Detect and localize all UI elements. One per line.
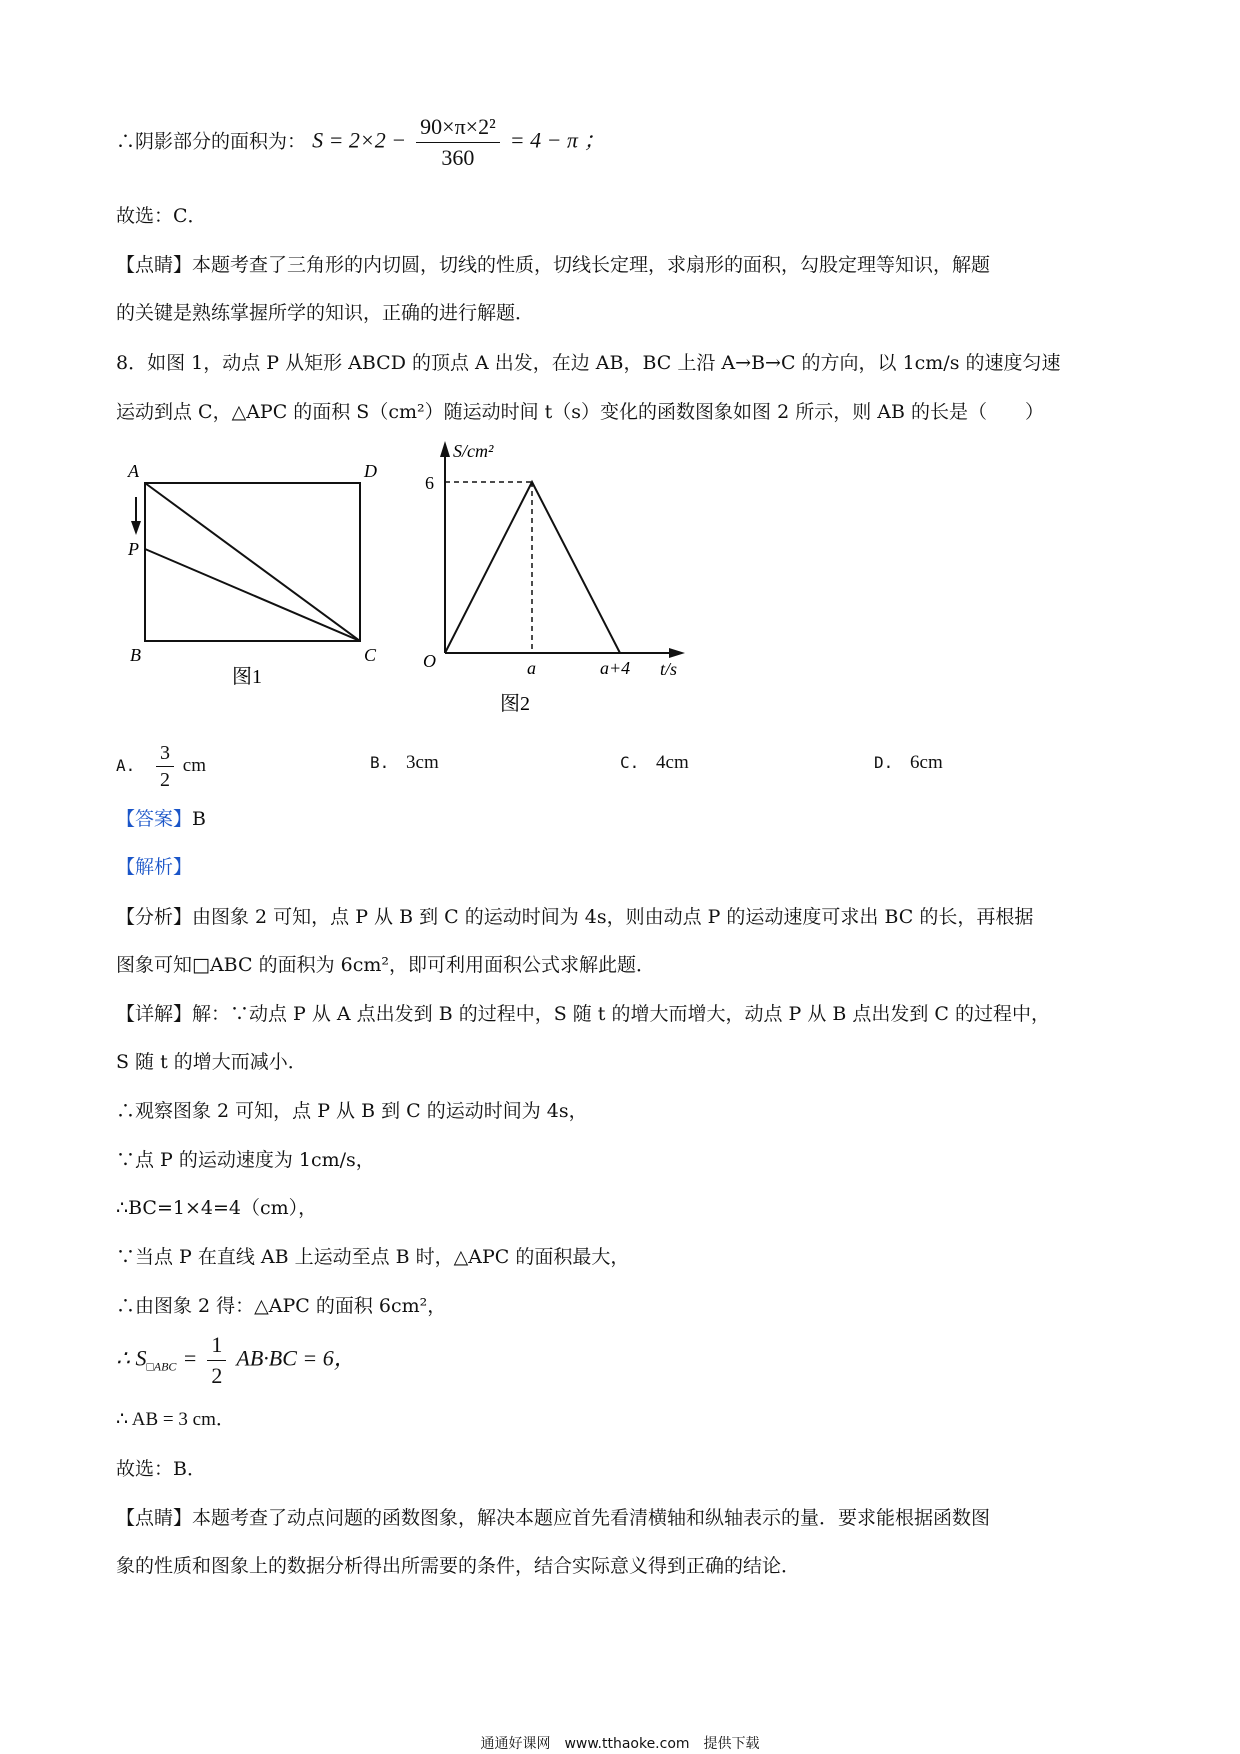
label-c: C	[364, 645, 377, 665]
answer-label: 【答案】	[116, 808, 193, 830]
x-tick-a: a	[527, 658, 536, 678]
analysis-step-1: ∴观察图象 2 可知，点 P 从 B 到 C 的运动时间为 4s，	[116, 1100, 588, 1122]
previous-comment-line-1: 【点睛】本题考查了三角形的内切圆，切线的性质，切线长定理，求扇形的面积，勾股定理等知识，解题	[116, 254, 991, 276]
page-footer: 通通好课网 www.tthaoke.com 提供下载	[480, 1736, 760, 1752]
step-6-denominator: 2	[211, 1363, 223, 1388]
label-b: B	[130, 645, 141, 665]
option-a-label: A.	[116, 755, 136, 775]
step-6-prefix: ∴ S	[116, 1345, 147, 1371]
analysis-step-3: ∴BC=1×4=4（cm），	[116, 1197, 318, 1219]
step-6-fraction	[207, 1330, 226, 1391]
x-tick-a-plus-4: a+4	[600, 658, 631, 678]
option-c	[620, 752, 689, 774]
option-c-label: C.	[620, 753, 640, 772]
option-a-numerator: 3	[156, 740, 174, 767]
figure-1-caption: 图1	[232, 666, 262, 688]
fraction-denominator: 360	[441, 145, 475, 170]
figure-1-diagram	[120, 455, 390, 695]
option-c-text: 4cm	[656, 752, 689, 773]
analysis-choice: 故选：B．	[116, 1458, 206, 1480]
option-d	[874, 752, 943, 774]
option-a-unit: cm	[182, 754, 206, 776]
y-axis-arrow	[440, 441, 450, 457]
direction-arrow-head	[131, 521, 141, 535]
step-6-numerator: 1	[207, 1330, 226, 1361]
analysis-comment-line-1: 【点睛】本题考查了动点问题的函数图象，解决本题应首先看清横轴和纵轴表示的量．要求能根据函数图	[116, 1507, 991, 1529]
label-a: A	[128, 461, 139, 481]
answer-value: B	[192, 808, 206, 830]
previous-choice: 故选：C．	[116, 205, 207, 227]
shaded-area-prefix: ∴阴影部分的面积为：	[116, 130, 307, 153]
figure-2-graph	[405, 435, 705, 725]
answer-line	[116, 805, 206, 833]
option-b-text: 3cm	[406, 752, 439, 773]
fraction-numerator: 90×π×2²	[416, 112, 500, 143]
origin-label: O	[423, 651, 436, 671]
label-d: D	[364, 461, 377, 481]
option-d-text: 6cm	[910, 752, 943, 773]
analysis-fenxi-line-1: 【分析】由图象 2 可知，点 P 从 B 到 C 的运动时间为 4s，则由动点 P 的运动速度可求出 BC 的长，再根据	[116, 906, 1034, 928]
step-6-equals: =	[182, 1345, 198, 1371]
option-a-denominator: 2	[160, 769, 171, 791]
formula-fraction	[416, 112, 500, 173]
analysis-step-7: ∴ AB = 3 cm．	[116, 1409, 235, 1430]
figure-2-caption: 图2	[500, 693, 530, 715]
option-a-fraction	[156, 740, 174, 793]
analysis-comment-line-2: 象的性质和图象上的数据分析得出所需要的条件，结合实际意义得到正确的结论．	[116, 1555, 801, 1577]
option-b	[370, 752, 439, 774]
x-axis-arrow	[669, 648, 685, 658]
previous-comment-line-2: 的关键是熟练掌握所学的知识，正确的进行解题．	[116, 302, 535, 324]
shaded-area-formula	[116, 112, 605, 173]
analysis-fenxi-line-2: 图象可知□ABC 的面积为 6cm²，即可利用面积公式求解此题．	[116, 954, 655, 976]
label-p: P	[128, 539, 139, 559]
analysis-xiangjie-line-1: 【详解】解：∵动点 P 从 A 点出发到 B 的过程中，S 随 t 的增大而增大，动点 P 从 B 点出发到 C 的过程中，	[116, 1003, 1050, 1025]
analysis-step-4: ∵当点 P 在直线 AB 上运动至点 B 时，△APC 的面积最大，	[116, 1246, 630, 1268]
question-8-line-1: 8．如图 1，动点 P 从矩形 ABCD 的顶点 A 出发，在边 AB，BC 上沿 A→B→C 的方向，以 1cm/s 的速度匀速	[116, 352, 1061, 374]
step-6-rest: AB·BC = 6，	[236, 1345, 356, 1371]
option-d-label: D.	[874, 753, 894, 772]
analysis-step-5: ∴由图象 2 得：△APC 的面积 6cm²，	[116, 1295, 447, 1317]
analysis-step-6	[116, 1330, 356, 1394]
x-axis-label: t/s	[660, 659, 678, 679]
y-tick-6: 6	[425, 473, 434, 493]
analysis-xiangjie-line-2: S 随 t 的增大而减小．	[116, 1051, 307, 1073]
question-8-line-2: 运动到点 C，△APC 的面积 S（cm²）随运动时间 t（s）变化的函数图象如图 2 所示，则 AB 的长是（ ）	[116, 401, 1044, 423]
analysis-step-2: ∵点 P 的运动速度为 1cm/s，	[116, 1149, 375, 1171]
option-b-label: B.	[370, 753, 390, 772]
formula-left: S = 2×2 −	[312, 127, 407, 153]
y-axis-label: S/cm²	[453, 441, 494, 461]
option-a	[116, 740, 206, 793]
step-6-subscript: □ABC	[146, 1359, 177, 1374]
analysis-label: 【解析】	[116, 856, 193, 878]
formula-right: = 4 − π ；	[509, 127, 606, 153]
